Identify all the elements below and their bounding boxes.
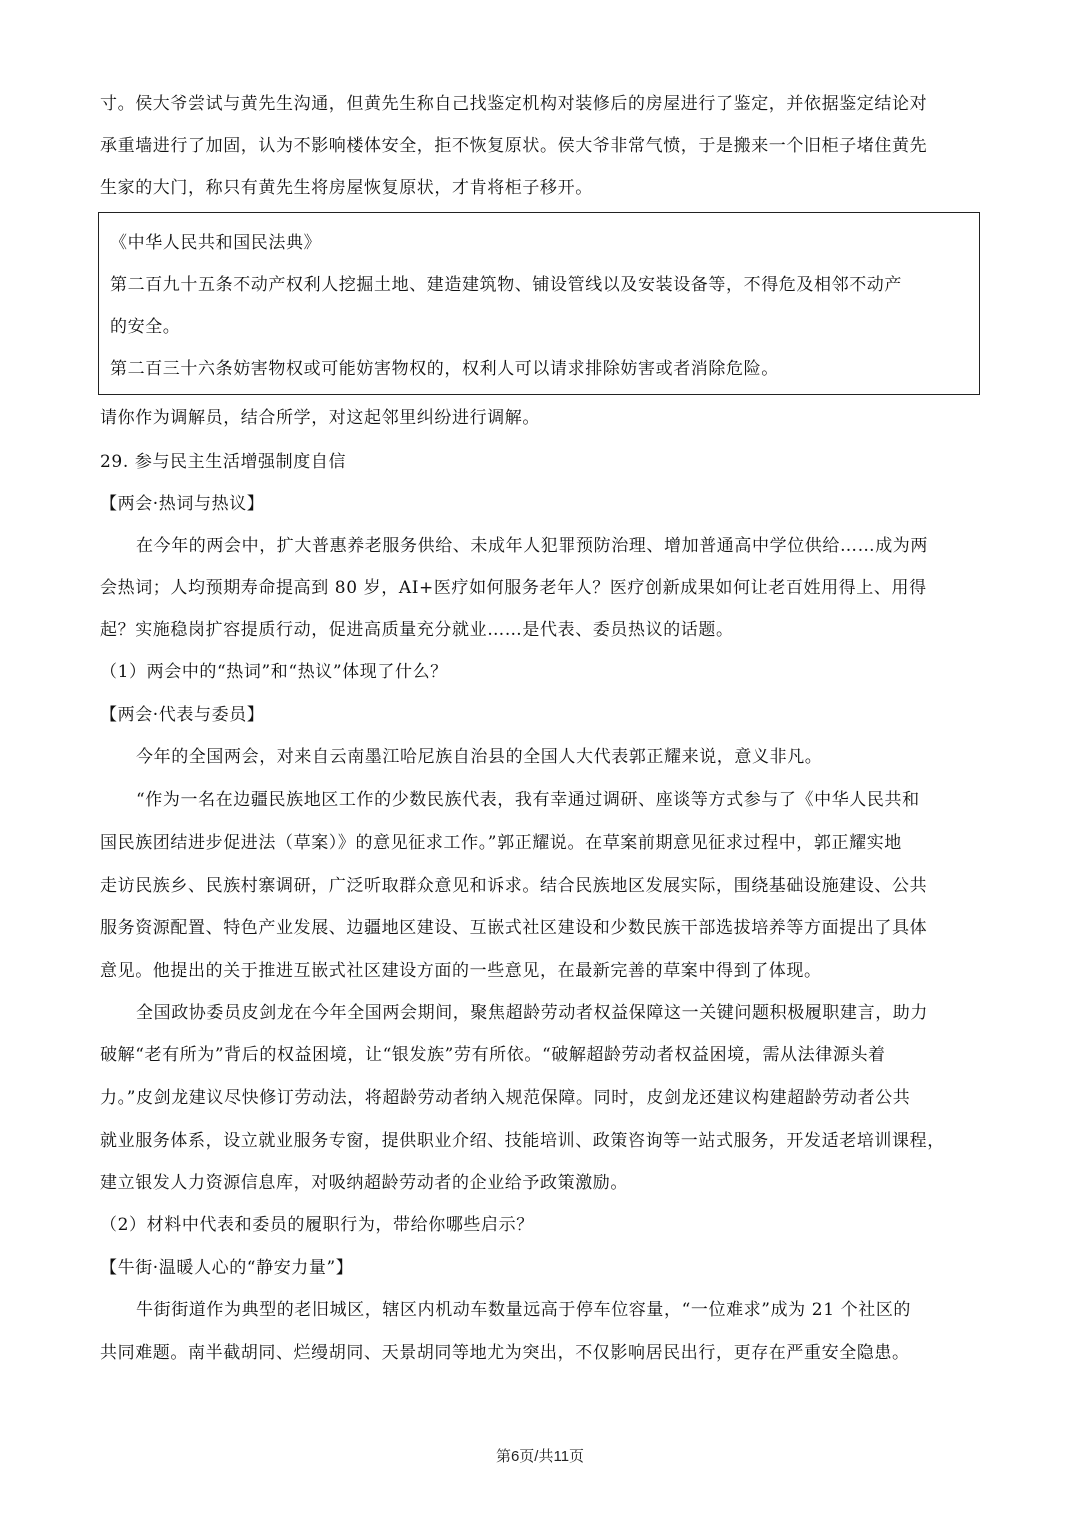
article-236: 第二百三十六条妨害物权或可能妨害物权的，权利人可以请求排除妨害或者消除危险。 (110, 359, 779, 379)
question-2: （2）材料中代表和委员的履职行为，带给你哪些启示？ (100, 1215, 534, 1235)
section-3-line-2: 共同难题。南半截胡同、烂缦胡同、天景胡同等地尤为突出，不仅影响居民出行，更存在严重安全隐患。 (100, 1343, 910, 1363)
section-2-title: 【两会·代表与委员】 (100, 705, 265, 725)
section-2-para-2-line-5: 意见。他提出的关于推进互嵌式社区建设方面的一些意见，在最新完善的草案中得到了体现。 (100, 961, 822, 981)
section-3-line-1: 牛街街道作为典型的老旧城区，辖区内机动车数量远高于停车位容量，“一位难求”成为 21 个社区的 (136, 1300, 912, 1320)
section-3-title: 【牛街·温暖人心的“静安力量”】 (100, 1258, 354, 1278)
section-2-para-3-line-2: 破解“老有所为”背后的权益困境，让“银发族”劳有所依。“破解超龄劳动者权益困境，需从法律源头着 (100, 1045, 886, 1065)
section-1-title: 【两会·热词与热议】 (100, 494, 265, 514)
section-1-line-2: 会热词；人均预期寿命提高到 80 岁，AI+医疗如何服务老年人？医疗创新成果如何让老百姓用得上、用得 (100, 578, 927, 598)
civil-code-excerpt-box (98, 212, 980, 395)
intro-line-1: 寸。侯大爷尝试与黄先生沟通，但黄先生称自己找鉴定机构对装修后的房屋进行了鉴定，并依据鉴定结论对 (100, 94, 928, 114)
section-2-para-3-line-1: 全国政协委员皮剑龙在今年全国两会期间，聚焦超龄劳动者权益保障这一关键问题积极履职建言，助力 (136, 1003, 928, 1023)
section-2-para-2-line-3: 走访民族乡、民族村寨调研，广泛听取群众意见和诉求。结合民族地区发展实际，围绕基础设施建设、公共 (100, 876, 928, 896)
question-1: （1）两会中的“热词”和“热议”体现了什么？ (100, 662, 448, 682)
section-2-para-3-line-5: 建立银发人力资源信息库，对吸纳超龄劳动者的企业给予政策激励。 (100, 1173, 628, 1193)
article-295-line-1: 第二百九十五条不动产权利人挖掘土地、建造建筑物、铺设管线以及安装设备等，不得危及相邻不动产 (110, 275, 902, 295)
article-295-line-2: 的安全。 (110, 317, 181, 337)
intro-line-2: 承重墙进行了加固，认为不影响楼体安全，拒不恢复原状。侯大爷非常气愤，于是搬来一个旧柜子堵住黄先 (100, 136, 928, 156)
page-number-footer: 第6页/共11页 (495, 1448, 585, 1465)
law-title: 《中华人民共和国民法典》 (110, 233, 322, 253)
question-29-heading: 29. 参与民主生活增强制度自信 (100, 452, 347, 472)
section-1-line-1: 在今年的两会中，扩大普惠养老服务供给、未成年人犯罪预防治理、增加普通高中学位供给……成为两 (136, 536, 928, 556)
section-2-para-1: 今年的全国两会，对来自云南墨江哈尼族自治县的全国人大代表郭正耀来说，意义非凡。 (136, 747, 823, 767)
section-2-para-2-line-4: 服务资源配置、特色产业发展、边疆地区建设、互嵌式社区建设和少数民族干部选拔培养等方面提出了具体 (100, 918, 928, 938)
intro-line-3: 生家的大门，称只有黄先生将房屋恢复原状，才肯将柜子移开。 (100, 178, 593, 198)
section-2-para-3-line-3: 力。”皮剑龙建议尽快修订劳动法，将超龄劳动者纳入规范保障。同时，皮剑龙还建议构建超龄劳动者公共 (100, 1088, 911, 1108)
section-1-line-3: 起？实施稳岗扩容提质行动，促进高质量充分就业……是代表、委员热议的话题。 (100, 620, 734, 640)
section-2-para-2-line-2: 国民族团结进步促进法（草案）》的意见征求工作。”郭正耀说。在草案前期意见征求过程中，郭正耀实地 (100, 833, 902, 853)
task-instruction: 请你作为调解员，结合所学，对这起邻里纠纷进行调解。 (100, 408, 540, 428)
section-2-para-3-line-4: 就业服务体系，设立就业服务专窗，提供职业介绍、技能培训、政策咨询等一站式服务，开发适老培训课程， (100, 1131, 945, 1151)
section-2-para-2-line-1: “作为一名在边疆民族地区工作的少数民族代表，我有幸通过调研、座谈等方式参与了《中华人民共和 (136, 790, 920, 810)
